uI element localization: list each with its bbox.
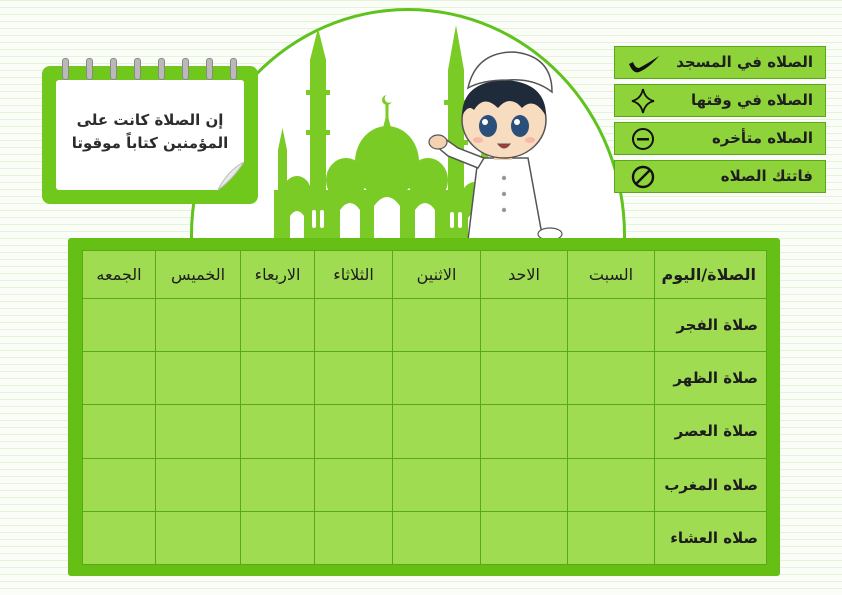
tracking-cell[interactable] [83, 458, 156, 511]
header-day: السبت [568, 251, 655, 299]
binder-ring [110, 58, 117, 80]
tracking-cell[interactable] [568, 458, 655, 511]
header-day: الخميس [156, 251, 241, 299]
sparkle-star-icon [623, 88, 663, 114]
table-row [83, 405, 767, 458]
tracking-cell[interactable] [315, 352, 393, 405]
tracking-cell[interactable] [83, 352, 156, 405]
tracking-cell[interactable] [83, 405, 156, 458]
verse-text [56, 80, 244, 184]
legend-label: فاتتك الصلاه [720, 167, 813, 185]
tracking-cell[interactable] [83, 511, 156, 564]
tracking-cell[interactable] [156, 299, 241, 352]
binder-ring [62, 58, 69, 80]
prayer-label: صلاة الظهر [655, 352, 767, 405]
binder-ring [158, 58, 165, 80]
binder-ring [86, 58, 93, 80]
table-row [83, 511, 767, 564]
legend-label: الصلاه في وقتها [690, 91, 813, 109]
no-entry-icon [623, 164, 663, 190]
tracking-cell[interactable] [156, 511, 241, 564]
tracking-cell[interactable] [481, 299, 568, 352]
tracking-cell[interactable] [568, 299, 655, 352]
table-row [83, 458, 767, 511]
tracking-cell[interactable] [568, 511, 655, 564]
tracking-cell[interactable] [568, 405, 655, 458]
verse-line-2: المؤمنين كتاباً موقوتا [71, 134, 229, 152]
tracking-cell[interactable] [481, 405, 568, 458]
table-row [83, 352, 767, 405]
tracking-cell[interactable] [393, 511, 481, 564]
header-day: الجمعه [83, 251, 156, 299]
legend-row-late [614, 122, 826, 155]
tracking-cell[interactable] [83, 299, 156, 352]
minus-circle-icon [623, 126, 663, 152]
tracking-cell[interactable] [156, 405, 241, 458]
tracking-cell[interactable] [568, 352, 655, 405]
header-day: الاثنين [393, 251, 481, 299]
tracking-cell[interactable] [481, 352, 568, 405]
binder-ring [134, 58, 141, 80]
tracking-cell[interactable] [156, 458, 241, 511]
verse-line-1: إن الصلاة كانت على [76, 110, 224, 129]
verse-notepad [42, 58, 258, 204]
header-day: الاحد [481, 251, 568, 299]
tracking-cell[interactable] [315, 299, 393, 352]
legend-label: الصلاه متأخره [711, 129, 813, 147]
legend-label: الصلاه في المسجد [676, 53, 813, 71]
header-prayer-day: الصلاة/اليوم [655, 251, 767, 299]
tracking-cell[interactable] [241, 352, 315, 405]
legend-row-on-time [614, 84, 826, 117]
tracking-cell[interactable] [156, 352, 241, 405]
tracking-cell[interactable] [315, 458, 393, 511]
tracking-cell[interactable] [241, 511, 315, 564]
binder-ring [182, 58, 189, 80]
header-day: الثلاثاء [315, 251, 393, 299]
tracking-cell[interactable] [393, 458, 481, 511]
binder-ring [230, 58, 237, 80]
tracking-cell[interactable] [241, 405, 315, 458]
tracking-cell[interactable] [241, 458, 315, 511]
tracking-cell[interactable] [393, 405, 481, 458]
check-icon [623, 50, 663, 76]
table-header-row [83, 251, 767, 299]
prayer-label: صلاه العشاء [655, 511, 767, 564]
boy-character-illustration [418, 38, 583, 240]
table-row [83, 299, 767, 352]
prayer-label: صلاة العصر [655, 405, 767, 458]
tracking-cell[interactable] [315, 511, 393, 564]
prayer-label: صلاة الفجر [655, 299, 767, 352]
tracking-cell[interactable] [393, 299, 481, 352]
tracking-cell[interactable] [393, 352, 481, 405]
tracking-cell[interactable] [315, 405, 393, 458]
legend-row-mosque [614, 46, 826, 79]
tracking-cell[interactable] [481, 458, 568, 511]
prayer-label: صلاه المغرب [655, 458, 767, 511]
header-day: الاربعاء [241, 251, 315, 299]
tracking-cell[interactable] [481, 511, 568, 564]
binder-ring [206, 58, 213, 80]
legend [614, 46, 826, 194]
tracking-cell[interactable] [241, 299, 315, 352]
prayer-schedule-table [82, 250, 767, 565]
legend-row-missed [614, 160, 826, 193]
